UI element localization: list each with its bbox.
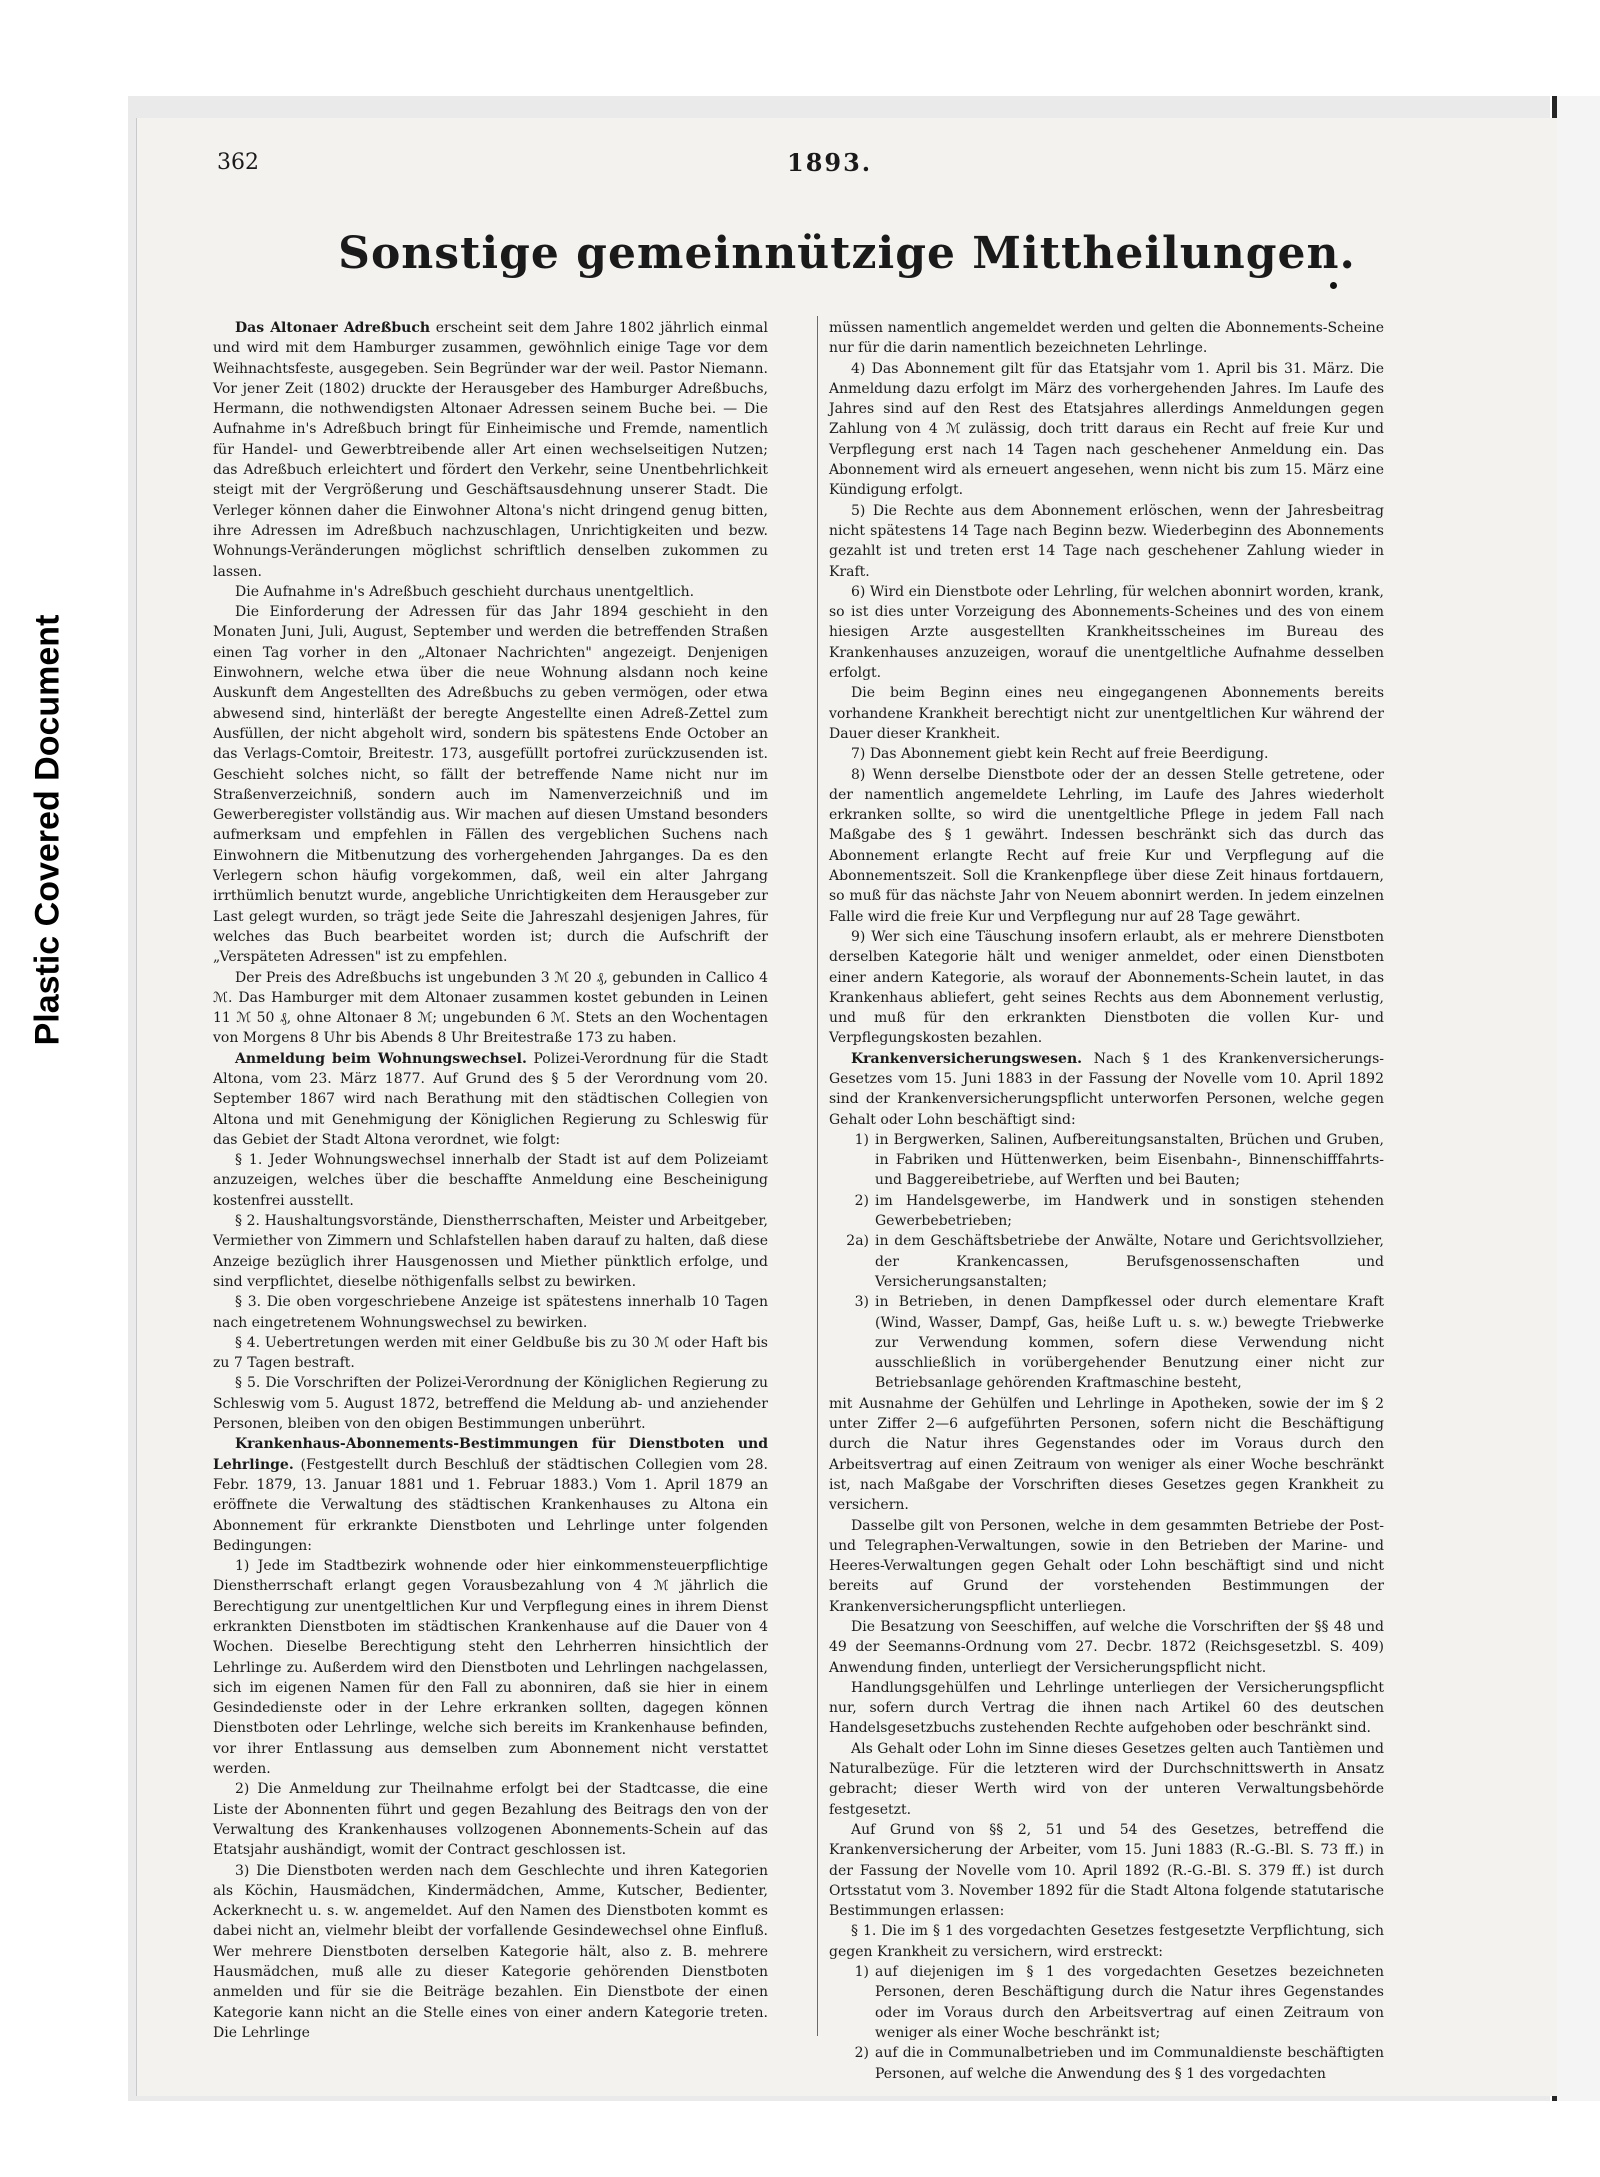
paragraph bbox=[829, 1678, 1384, 1739]
paragraph-text: Die beim Beginn eines neu eingegangenen Abonnements bereits vorhandene Krankheit berechtigt nicht zur unentgeltlichen Kur während der Dauer dieser Krankheit. bbox=[829, 685, 1384, 742]
list-item-number: 2) bbox=[854, 1192, 869, 1209]
list-item-text: auf die in Communalbetrieben und im Communaldienste beschäftigten Personen, auf welche die Anwendung des § 1 des vorgedachten bbox=[875, 2045, 1384, 2082]
paragraph-text: 7) Das Abonnement giebt kein Recht auf freie Beerdigung. bbox=[851, 746, 1269, 763]
paragraph bbox=[829, 1921, 1384, 1962]
paragraph bbox=[829, 683, 1384, 744]
list-item-text: im Handelsgewerbe, im Handwerk und in sonstigen stehenden Gewerbebetrieben; bbox=[875, 1192, 1384, 1230]
year-heading: 1893. bbox=[787, 148, 873, 177]
paragraph bbox=[213, 318, 768, 582]
paragraph bbox=[213, 1556, 768, 1779]
paragraph-text: 3) Die Dienstboten werden nach dem Geschlechte und ihren Kategorien als Köchin, Hausmädchen, Kindermädchen, Amme, Kutscher, Bedienter, Ackerknecht u. s. w. angemeldet. Auf den Namen des Dienstboten kommt es dabei nicht an, vielmehr bleibt der vorfallende Gesindewechsel ohne Einfluß. Wer mehrere Dienstboten derselben Kategorie hält, also z. B. mehrere Hausmädchen, muß alle zu dieser Kategorie gehörenden Dienstboten anmelden und für sie die Beiträge bezahlen. Ein Dienstbote der einen Kategorie kann nicht an die Stelle eines von einer andern Kategorie treten. Die Lehrlinge bbox=[213, 1862, 768, 2041]
list-item bbox=[829, 1962, 1384, 2043]
paragraph bbox=[829, 582, 1384, 683]
paragraph-text: Polizei-Verordnung für die Stadt Altona, vom 23. März 1877. Auf Grund des § 5 der Verordnung vom 20. September 1867 wird nach Berathung mit den städtischen Collegien von Altona und mit Genehmigung der Königlichen Regierung zu Schleswig für das Gebiet der Stadt Altona verordnet, wie folgt: bbox=[213, 1050, 768, 1148]
list-item-number: 1) bbox=[854, 1131, 869, 1148]
paragraph-text: erscheint seit dem Jahre 1802 jährlich einmal und wird mit dem Hamburger zusammen, gewöhnlich einige Tage vor dem Weihnachtsfeste, ausgegeben. Sein Begründer war der weil. Pastor Niemann. Vor jener Zeit (1802) druckte der Herausgeber des Hamburger Adreßbuchs, Hermann, die nothwendigsten Altonaer Adressen seinem Buche bei. — Die Aufnahme in's Adreßbuch bringt für Einheimische und Fremde, namentlich für Handel- und Gewerbtreibende aller Art einen wechselseitigen Nutzen; das Adreßbuch erleichtert und fördert den Verkehr, seine Unentbehrlichkeit steigt mit der Vergrößerung und Geschäftsausdehnung unserer Stadt. Die Verleger können daher die Einwohner Altona's nicht dringend genug bitten, ihre Adressen im Adreßbuch nachzuschlagen, Unrichtigkeiten und bezw. Wohnungs-Veränderungen möglichst schriftlich denselben zukommen zu lassen. bbox=[213, 320, 768, 580]
paragraph-text: müssen namentlich angemeldet werden und gelten die Abonnements-Scheine nur für die darin namentlich bezeichneten Lehrlinge. bbox=[829, 320, 1384, 357]
paragraph bbox=[829, 1516, 1384, 1617]
list-item bbox=[829, 1292, 1384, 1393]
paragraph-text: § 4. Uebertretungen werden mit einer Geldbuße bis zu 30 ℳ oder Haft bis zu 7 Tagen bestraft. bbox=[213, 1334, 768, 1372]
list-item-number: 2) bbox=[854, 2045, 869, 2062]
paragraph-text: 1) Jede im Stadtbezirk wohnende oder hier einkommensteuerpflichtige Dienstherrschaft erlangt gegen Vorausbezahlung von 4 ℳ jährlich die Berechtigung zur unentgeltlichen Kur und Verpflegung eines in ihrem Dienst erkrankten Dienstboten im städtischen Krankenhause auf die Dauer von 4 Wochen. Dieselbe Berechtigung steht den Lehrherren hinsichtlich der Lehrlinge zu. Außerdem wird den Dienstboten und Lehrlingen nachgelassen, sich im eigenen Namen für den Fall zu abonniren, daß sie hier in einem Gesindedienste oder in der Lehre erkranken sollten, dagegen können Dienstboten oder Lehrlinge, welche sich bereits im Krankenhause befinden, vor ihrer Entlassung aus demselben zum Abonnement nicht verstattet werden. bbox=[213, 1558, 768, 1778]
paragraph bbox=[829, 359, 1384, 501]
paragraph-text: Die Aufnahme in's Adreßbuch geschieht durchaus unentgeltlich. bbox=[235, 583, 695, 600]
side-label: Plastic Covered Document bbox=[28, 614, 67, 1046]
paragraph bbox=[829, 765, 1384, 927]
paragraph bbox=[213, 968, 768, 1049]
paragraph-text: § 3. Die oben vorgeschriebene Anzeige ist spätestens innerhalb 10 Tagen nach eingetretenem Wohnungswechsel zu bewirken. bbox=[213, 1294, 768, 1331]
section-heading: Anmeldung beim Wohnungswechsel. bbox=[235, 1050, 527, 1067]
paragraph-text: Der Preis des Adreßbuchs ist ungebunden 3 ℳ 20 ₰, gebunden in Callico 4 ℳ. Das Hamburger mit dem Altonaer zusammen kostet gebunden in Leinen 11 ℳ 50 ₰, ohne Altonaer 8 ℳ; ungebunden 6 ℳ. Stets an den Wochentagen von Morgens 8 Uhr bis Abends 8 Uhr Breitestraße 173 zu haben. bbox=[213, 969, 768, 1047]
document-page bbox=[136, 118, 1557, 2096]
list-item-number: 1) bbox=[854, 1964, 869, 1981]
paragraph bbox=[213, 602, 768, 967]
paragraph bbox=[829, 1617, 1384, 1678]
paragraph-text: Als Gehalt oder Lohn im Sinne dieses Gesetzes gelten auch Tantièmen und Naturalbezüge. Für die letzteren wird der Durchschnittswerth in Ansatz gebracht; dieser Werth wird von der unteren Verwaltungsbehörde festgesetzt. bbox=[829, 1740, 1384, 1818]
section-heading: Das Altonaer Adreßbuch bbox=[235, 320, 431, 336]
paragraph bbox=[213, 1779, 768, 1860]
section-heading: Krankenversicherungswesen. bbox=[851, 1050, 1083, 1067]
paragraph-text: 8) Wenn derselbe Dienstbote oder der an dessen Stelle getretene, oder der namentlich angemeldete Lehrling, im Laufe des Jahres wiederholt erkranken sollte, so wird die unentgeltliche Pflege in jedem Fall nach Maßgabe des § 1 gewährt. Indessen beschränkt sich das durch das Abonnement erlangte Recht auf freie Kur und Verpflegung auf die Abonnementszeit. Soll die Krankenpflege über diese Zeit hinaus fortdauern, so muß für das nächste Jahr von Neuem abonnirt werden. In jedem einzelnen Falle wird die freie Kur und Verpflegung nur auf 28 Tage gewährt. bbox=[829, 766, 1384, 925]
list-item-number: 3) bbox=[854, 1294, 869, 1311]
paragraph bbox=[213, 1333, 768, 1374]
column-divider bbox=[817, 316, 818, 2036]
paragraph bbox=[829, 318, 1384, 359]
paragraph bbox=[829, 1820, 1384, 1921]
paragraph bbox=[213, 1049, 768, 1150]
paragraph-text: 9) Wer sich eine Täuschung insofern erlaubt, als er mehrere Dienstboten derselben Kategorie hält und weniger anmeldet, oder einen Dienstboten einer andern Kategorie, als worauf der Abonnements-Schein lautet, in das Krankenhaus abliefert, geht seines Rechts aus dem Abonnement verlustig, und muß für den erkrankten Dienstboten die vollen Kur- und Verpflegungskosten bezahlen. bbox=[829, 928, 1384, 1047]
paragraph bbox=[829, 1739, 1384, 1820]
paragraph-text: Die Besatzung von Seeschiffen, auf welche die Vorschriften der §§ 48 und 49 der Seemanns-Ordnung vom 27. Decbr. 1872 (Reichsgesetzbl. S. 409) Anwendung finden, unterliegt der Versicherungspflicht nicht. bbox=[829, 1619, 1384, 1676]
paragraph-text: 5) Die Rechte aus dem Abonnement erlöschen, wenn der Jahresbeitrag nicht spätestens 14 Tage nach Beginn bezw. Wiederbeginn des Abonnements gezahlt ist und treten erst 14 Tage nach geschehener Zahlung wieder in Kraft. bbox=[829, 502, 1384, 580]
paragraph bbox=[213, 582, 768, 602]
paragraph-text: 2) Die Anmeldung zur Theilnahme erfolgt bei der Stadtcasse, die eine Liste der Abonnenten führt und gegen Bezahlung des Beitrags den von der Verwaltung des Krankenhauses vollzogenen Abonnements-Schein auf das Etatsjahr aushändigt, womit der Contract geschlossen ist. bbox=[213, 1781, 768, 1859]
list-item-text: auf diejenigen im § 1 des vorgedachten Gesetzes bezeichneten Personen, deren Beschäftigung durch die Natur ihres Gegenstandes oder im Voraus durch den Arbeitsvertrag auf einen Zeitraum von weniger als einer Woche beschränkt ist; bbox=[875, 1964, 1384, 2041]
list-item-text: in Bergwerken, Salinen, Aufbereitungsanstalten, Brüchen und Gruben, in Fabriken und Hüttenwerken, beim Eisenbahn-, Binnenschifffahrts- und Baggereibetriebe, auf Werften und bei Bauten; bbox=[875, 1131, 1384, 1189]
paragraph bbox=[213, 1292, 768, 1333]
paragraph-text: Nach § 1 des Krankenversicherungs-Gesetzes vom 15. Juni 1883 in der Fassung der Novelle vom 10. April 1892 sind der Krankenversicherungspflicht unterworfen Personen, welche gegen Gehalt oder Lohn beschäftigt sind: bbox=[829, 1050, 1384, 1128]
paragraph bbox=[829, 1049, 1384, 1130]
paragraph bbox=[829, 501, 1384, 582]
paragraph-text: § 1. Die im § 1 des vorgedachten Gesetzes festgesetzte Verpflichtung, sich gegen Krankheit zu versichern, wird erstreckt: bbox=[829, 1923, 1384, 1960]
paragraph bbox=[829, 1394, 1384, 1516]
paragraph-text: mit Ausnahme der Gehülfen und Lehrlinge in Apotheken, sowie der im § 2 unter Ziffer 2—6 aufgeführten Personen, sofern nicht die Beschäftigung durch die Natur ihres Gegenstandes oder im Voraus durch den Arbeitsvertrag auf einen Zeitraum von weniger als einer Woche beschränkt ist, nach Maßgabe der Vorschriften dieses Gesetzes gegen Krankheit zu versichern. bbox=[829, 1395, 1384, 1514]
list-item bbox=[829, 2043, 1384, 2084]
right-page-edge bbox=[1552, 96, 1600, 2101]
left-column bbox=[213, 318, 768, 2043]
list-item bbox=[829, 1191, 1384, 1232]
paragraph-text: 6) Wird ein Dienstbote oder Lehrling, für welchen abonnirt worden, krank, so ist dies unter Vorzeigung des Abonnements-Scheines und des von einem hiesigen Arzte ausgestellten Krankheitsscheines im Bureau des Krankenhauses anzuzeigen, worauf die unentgeltliche Aufnahme desselben erfolgt. bbox=[829, 583, 1384, 682]
list-item bbox=[829, 1231, 1384, 1292]
right-column bbox=[829, 318, 1384, 2084]
paragraph bbox=[829, 927, 1384, 1049]
ink-dot bbox=[1330, 282, 1337, 289]
paragraph bbox=[213, 1434, 768, 1556]
paragraph bbox=[213, 1861, 768, 2044]
paragraph-text: § 1. Jeder Wohnungswechsel innerhalb der Stadt ist auf dem Polizeiamt anzuzeigen, welches über die beschaffte Anmeldung eine Bescheinigung kostenfrei ausstellt. bbox=[213, 1152, 768, 1209]
page-title: Sonstige gemeinnützige Mittheilungen. bbox=[338, 228, 1356, 279]
page-number: 362 bbox=[217, 150, 259, 175]
section-heading: Krankenhaus-Abonnements-Bestimmungen für Dienstboten und Lehrlinge. bbox=[213, 1436, 768, 1473]
paragraph-text: 4) Das Abonnement gilt für das Etatsjahr vom 1. April bis 31. März. Die Anmeldung dazu erfolgt im März des vorhergehenden Jahres. Im Laufe des Jahres sind auf den Rest des Etatsjahres allerdings Anmeldungen gegen Zahlung von 4 ℳ zulässig, doch tritt daraus ein Recht auf freie Kur und Verpflegung erst nach 14 Tagen nach geschehener Anmeldung ein. Das Abonnement wird als erneuert angesehen, wenn nicht bis zum 15. März eine Kündigung erfolgt. bbox=[829, 360, 1384, 499]
paragraph-text: (Festgestellt durch Beschluß der städtischen Collegien vom 28. Febr. 1879, 13. Januar 1881 und 1. Februar 1883.) Vom 1. April 1879 an eröffnete die Verwaltung des städtischen Krankenhauses zu Altona ein Abonnement für erkrankte Dienstboten und Lehrlinge unter folgenden Bedingungen: bbox=[213, 1456, 768, 1554]
list-item-text: in dem Geschäftsbetriebe der Anwälte, Notare und Gerichtsvollzieher, der Krankencassen, Berufsgenossenschaften und Versicherungsanstalten; bbox=[875, 1233, 1384, 1290]
list-item-number: 2a) bbox=[846, 1233, 869, 1250]
paragraph bbox=[213, 1211, 768, 1292]
paragraph-text: § 2. Haushaltungsvorstände, Dienstherrschaften, Meister und Arbeitgeber, Vermiether von Zimmern und Schlafstellen haben darauf zu halten, daß diese Anzeige bezüglich ihrer Hausgenossen und Miether pünktlich erfolge, und sind verpflichtet, dieselbe nöthigenfalls selbst zu bewirken. bbox=[213, 1213, 768, 1290]
paragraph bbox=[213, 1150, 768, 1211]
paragraph-text: Die Einforderung der Adressen für das Jahr 1894 geschieht in den Monaten Juni, Juli, August, September und werden die betreffenden Straßen einen Tag vorher in den „Altonaer Nachrichten" angezeigt. Denjenigen Einwohnern, welche etwa über die neue Wohnung alsdann noch keine Auskunft dem Angestellten des Adreßbuchs zu geben vermögen, oder etwa abwesend sind, hinterläßt der beregte Angestellte einen Adreß-Zettel zum Ausfüllen, der nicht abgeholt wird, sondern bis spätestens Ende October an das Verlags-Comtoir, Breitestr. 173, ausgefüllt portofrei zurückzusenden ist. Geschieht solches nicht, so fällt der betreffende Name nicht nur im Straßenverzeichniß, sondern auch im Namenverzeichniß und im Gewerberegister vollständig aus. Wir machen auf diesen Umstand besonders aufmerksam und empfehlen in Fällen des vergeblichen Suchens nach Einwohnern die Mitbenutzung des vorhergehenden Jahrganges. Da es den Verlegern schon häufig vorgekommen, daß, weil ein alter Jahrgang irrthümlich benutzt wurde, angebliche Unrichtigkeiten dem Herausgeber zur Last gelegt wurden, so trägt jede Seite die Jahreszahl desjenigen Jahres, für welches das Buch bearbeitet worden ist; durch die Aufschrift der „Verspäteten Adressen" ist zu empfehlen. bbox=[213, 604, 768, 966]
paragraph-text: Auf Grund von §§ 2, 51 und 54 des Gesetzes, betreffend die Krankenversicherung der Arbeiter, vom 15. Juni 1883 (R.-G.-Bl. S. 73 ff.) in der Fassung der Novelle vom 10. April 1892 (R.-G.-Bl. S. 379 ff.) ist durch Ortsstatut vom 3. November 1892 für die Stadt Altona folgende statutarische Bestimmungen erlassen: bbox=[829, 1821, 1384, 1920]
paragraph-text: Handlungsgehülfen und Lehrlinge unterliegen der Versicherungspflicht nur, sofern durch Vertrag die ihnen nach Artikel 60 des deutschen Handelsgesetzbuchs zustehenden Rechte aufgehoben oder beschränkt sind. bbox=[829, 1679, 1384, 1737]
paragraph bbox=[829, 744, 1384, 764]
list-item bbox=[829, 1130, 1384, 1191]
list-item-text: in Betrieben, in denen Dampfkessel oder durch elementare Kraft (Wind, Wasser, Dampf, Gas, heiße Luft u. s. w.) bewegte Triebwerke zur Verwendung kommen, sofern diese Verwendung nicht ausschließlich in vorübergehender Benutzung einer nicht zur Betriebsanlage gehörenden Kraftmaschine besteht, bbox=[875, 1294, 1384, 1392]
paragraph-text: § 5. Die Vorschriften der Polizei-Verordnung der Königlichen Regierung zu Schleswig vom 5. August 1872, betreffend die Meldung ab- und anziehender Personen, bleiben von den obigen Bestimmungen unberührt. bbox=[213, 1375, 768, 1433]
paragraph bbox=[213, 1373, 768, 1434]
paragraph-text: Dasselbe gilt von Personen, welche in dem gesammten Betriebe der Post- und Telegraphen-Verwaltungen, sowie in den Betrieben der Marine- und Heeres-Verwaltungen gegen Gehalt oder Lohn beschäftigt sind und nicht bereits auf Grund der vorstehenden Bestimmungen der Krankenversicherungspflicht unterliegen. bbox=[829, 1517, 1384, 1615]
